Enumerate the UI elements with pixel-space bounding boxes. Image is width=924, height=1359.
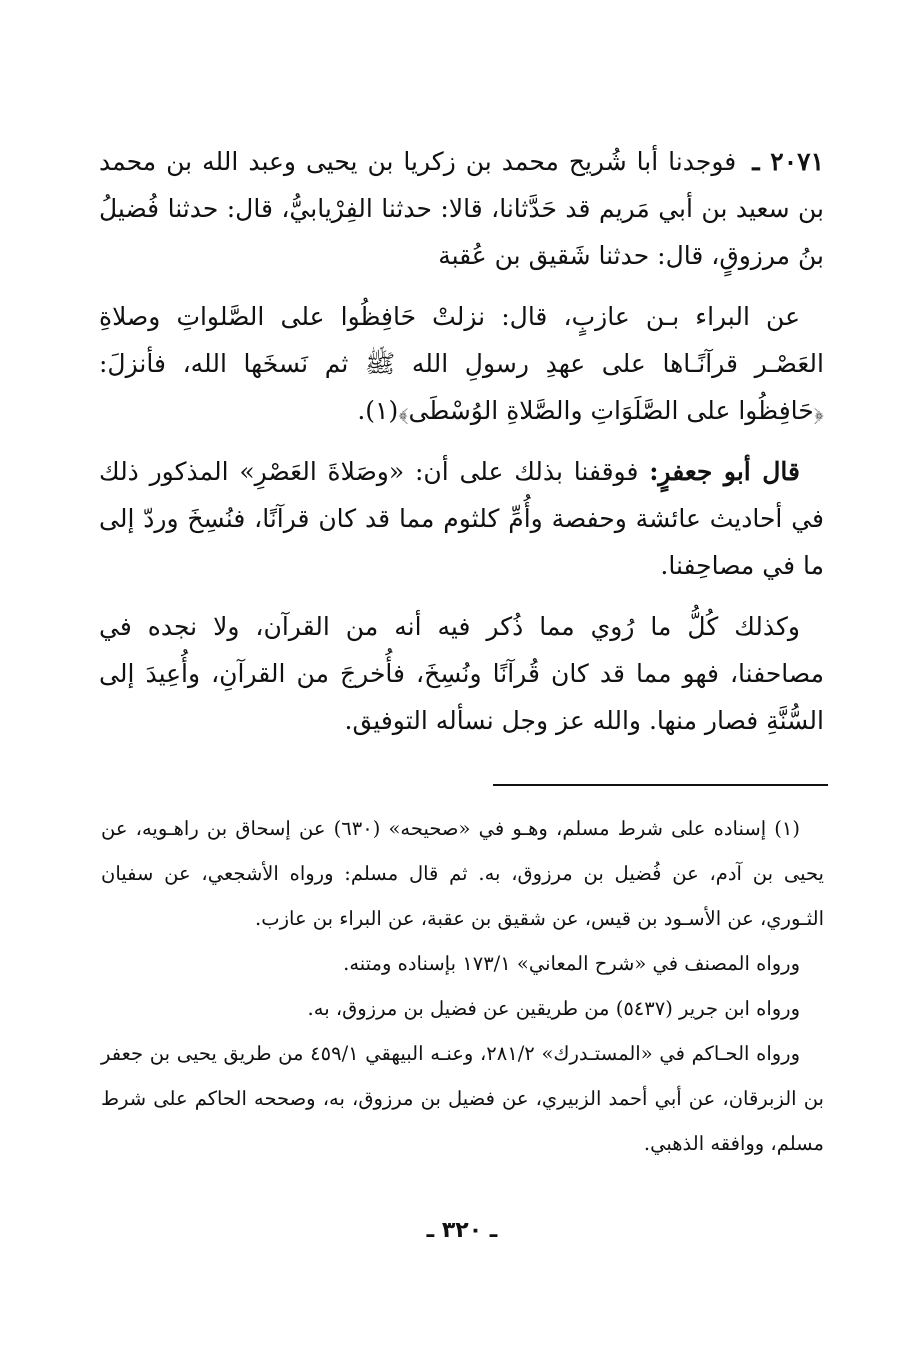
footnote-1: (١) إسناده على شرط مسلم، وهـو في «صحيحه» (٦٣٠) عن إسحاق بن راهـويه، عن يحيى بن آدم، عن فُضيل بن مرزوق، به. ثم قال مسلم: ورواه الأشجعي، عن سفيان الثـوري، عن الأسـود بن قيس، عن شقيق بن عقبة، عن البراء بن عازب.: [101, 817, 824, 930]
hadith-isnad: [99, 138, 824, 279]
commentary-text: فوقفنا بذلك على أن: «وصَلاةَ العَصْرِ» المذكور ذلك في أحاديث عائشة وحفصة وأُمِّ كلثوم مما قد كان قرآنًا، فنُسِخَ وردّ إلى ما في مصاحِفنا.: [99, 457, 824, 580]
footnote-line: ورواه المصنف في «شرح المعاني» ١٧٣/١ بإسناده ومتنه.: [343, 952, 800, 975]
commentary-paragraph: [99, 448, 824, 589]
hadith-number: ٢٠٧١ ـ: [752, 147, 824, 176]
main-text: [99, 138, 824, 758]
footnote-divider: [493, 784, 828, 786]
footnote-line: ورواه الحـاكم في «المستـدرك» ٢٨١/٢، وعنـه البيهقي ٤٥٩/١ من طريق يحيى بن جعفر بن الزبرقان، عن أبي أحمد الزبيري، عن فضيل بن مرزوق، به، وصححه الحاكم على شرط مسلم، ووافقه الذهبي.: [101, 1042, 824, 1155]
hadith-matn: عن البراء بـن عازبٍ، قال: نزلتْ حَافِظُوا على الصَّلواتِ وصلاةِ العَصْـر قرآنًـاها على عهدِ رسولِ الله ﷺ ثم نَسخَها الله، فأنزلَ: ﴿حَافِظُوا على الصَّلَوَاتِ والصَّلاةِ الوُسْطَى﴾(١).: [99, 302, 824, 425]
commentary-paragraph: وكذلك كُلُّ ما رُوي مما ذُكر فيه أنه من القرآن، ولا نجده في مصاحفنا، فهو مما قد كان قُرآنًا ونُسِخَ، فأُخرجَ من القرآنِ، وأُعِيدَ إلى السُّنَّةِ فصار منها. والله عز وجل نسأله التوفيق.: [99, 612, 824, 735]
commentary-label: قال أبو جعفرٍ:: [649, 457, 800, 486]
page-number: ـ ٣٢٠ ـ: [426, 1218, 498, 1243]
footnotes: [101, 806, 824, 1166]
isnad-text: فوجدنا أبا شُريح محمد بن زكريا بن يحيى وعبد الله بن محمد بن سعيد بن أبي مَريم قد حَدَّثانا، قالا: حدثنا الفِرْيابيُّ، قال: حدثنا فُضيلُ بنُ مرزوقٍ، قال: حدثنا شَقيق بن عُقبة: [99, 147, 824, 270]
footnote-line: ورواه ابن جرير (٥٤٣٧) من طريقين عن فضيل بن مرزوق، به.: [307, 997, 800, 1020]
